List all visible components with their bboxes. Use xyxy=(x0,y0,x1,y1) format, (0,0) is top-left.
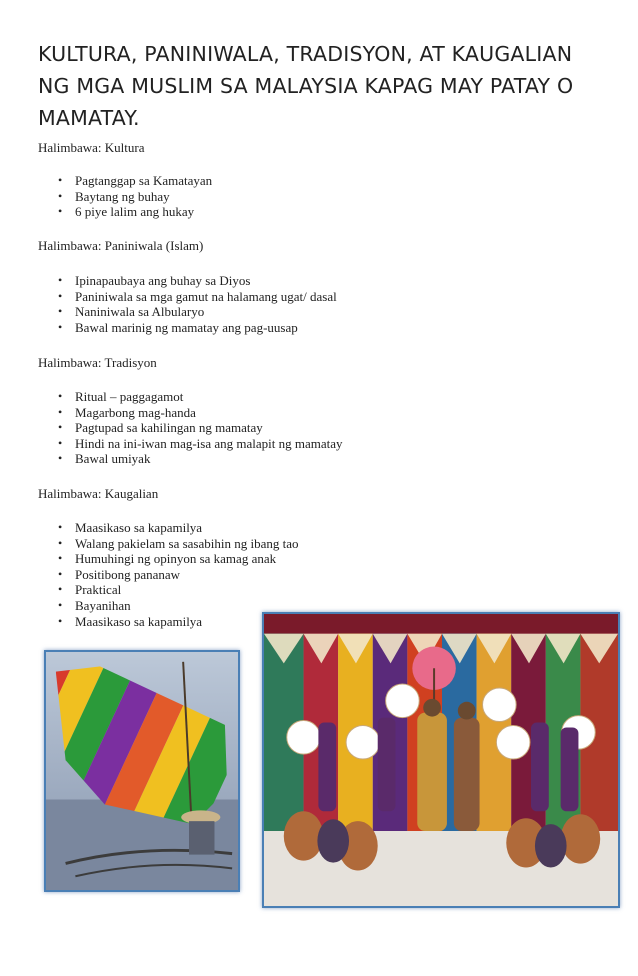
list-item: • Maasikaso sa kapamilya xyxy=(58,614,299,630)
list-item: • 6 piye lalim ang hukay xyxy=(58,204,212,220)
list-item: • Maasikaso sa kapamilya xyxy=(58,520,299,536)
list-kultura xyxy=(58,173,212,220)
list-item: • Pagtanggap sa Kamatayan xyxy=(58,173,212,189)
list-item: • Bayanihan xyxy=(58,598,299,614)
list-item: • Magarbong mag-handa xyxy=(58,405,343,421)
list-item: • Hindi na ini-iwan mag-isa ang malapit ng mamatay xyxy=(58,436,343,452)
traditional-dance-photo xyxy=(262,612,620,908)
list-item: • Praktical xyxy=(58,582,299,598)
dance-performance-image xyxy=(264,614,618,906)
section-label-tradisyon: Halimbawa: Tradisyon xyxy=(38,355,157,370)
list-item: • Paniniwala sa mga gamut na halamang ugat/ dasal xyxy=(58,289,337,305)
list-item: • Ritual – paggagamot xyxy=(58,389,343,405)
list-item: • Humuhingi ng opinyon sa kamag anak xyxy=(58,551,299,567)
list-item: • Bawal umiyak xyxy=(58,451,343,467)
document-title: KULTURA, PANINIWALA, TRADISYON, AT KAUGALIAN NG MGA MUSLIM SA MALAYSIA KAPAG MAY PATAY O MAMATAY. xyxy=(38,42,574,130)
list-item: • Baytang ng buhay xyxy=(58,189,212,205)
section-label-kultura: Halimbawa: Kultura xyxy=(38,140,145,155)
list-item: • Bawal marinig ng mamatay ang pag-uusap xyxy=(58,320,337,336)
list-item: • Pagtupad sa kahilingan ng mamatay xyxy=(58,420,343,436)
list-item: • Positibong pananaw xyxy=(58,567,299,583)
section-label-kaugalian: Halimbawa: Kaugalian xyxy=(38,486,159,501)
list-tradisyon xyxy=(58,389,343,467)
list-item: • Walang pakielam sa sasabihin ng ibang tao xyxy=(58,536,299,552)
vinta-sail-image xyxy=(46,652,238,890)
list-item: • Naniniwala sa Albularyo xyxy=(58,304,337,320)
vinta-sail-photo xyxy=(44,650,240,892)
list-paniniwala xyxy=(58,273,337,335)
section-label-paniniwala: Halimbawa: Paniniwala (Islam) xyxy=(38,238,204,253)
list-item: • Ipinapaubaya ang buhay sa Diyos xyxy=(58,273,337,289)
